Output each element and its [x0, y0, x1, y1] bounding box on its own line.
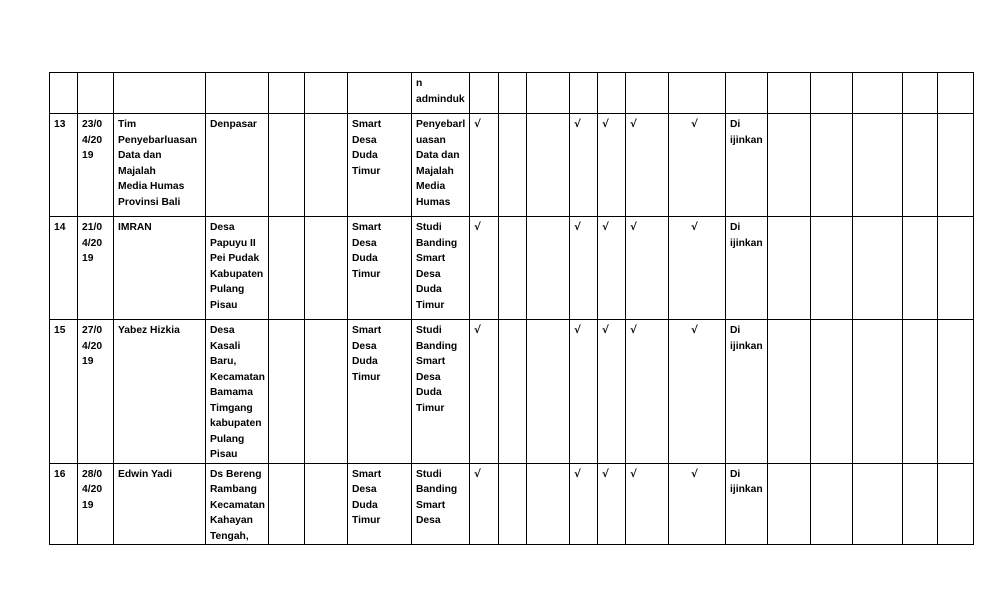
check-mark: √	[669, 114, 726, 217]
table-row	[50, 114, 974, 217]
check-mark: √	[470, 217, 499, 320]
visit-date: 21/0 4/20 19	[78, 217, 114, 320]
table-cell	[768, 463, 811, 545]
row-number: 15	[50, 320, 78, 464]
check-mark: √	[570, 114, 598, 217]
table-cell	[938, 463, 974, 545]
table-row	[50, 463, 974, 545]
visitor-name: Edwin Yadi	[114, 463, 206, 545]
table-cell	[811, 73, 853, 114]
check-mark: √	[598, 114, 626, 217]
permission-status: Di ijinkan	[726, 217, 768, 320]
table-cell	[499, 320, 527, 464]
table-cell	[598, 73, 626, 114]
table-cell	[499, 463, 527, 545]
table-cell	[527, 320, 570, 464]
table-cell	[938, 73, 974, 114]
table-cell	[269, 217, 305, 320]
purpose-cell: Penyebarl uasan Data dan Majalah Media Humas	[412, 114, 470, 217]
row-number: 13	[50, 114, 78, 217]
check-mark: √	[598, 217, 626, 320]
check-mark: √	[669, 463, 726, 545]
table-cell	[527, 73, 570, 114]
visitor-name: IMRAN	[114, 217, 206, 320]
visitor-name: Tim Penyebarluasan Data dan Majalah Media Humas Provinsi Bali	[114, 114, 206, 217]
permission-status: Di ijinkan	[726, 114, 768, 217]
table-cell	[903, 114, 938, 217]
table-cell	[903, 320, 938, 464]
table-cell	[269, 114, 305, 217]
table-cell	[853, 73, 903, 114]
table-cell	[499, 114, 527, 217]
table-cell	[768, 73, 811, 114]
program-cell: Smart Desa Duda Timur	[348, 217, 412, 320]
table-cell	[114, 73, 206, 114]
check-mark: √	[598, 320, 626, 464]
table-cell	[903, 73, 938, 114]
table-cell	[938, 114, 974, 217]
table-cell	[470, 73, 499, 114]
table-cell	[811, 217, 853, 320]
table-cell	[811, 463, 853, 545]
visitor-origin: Desa Kasali Baru, Kecamatan Bamama Timgang kabupaten Pulang Pisau	[206, 320, 269, 464]
table-cell	[853, 217, 903, 320]
table-row	[50, 217, 974, 320]
row-number: 14	[50, 217, 78, 320]
table-cell	[527, 463, 570, 545]
check-mark: √	[570, 463, 598, 545]
table-cell	[768, 217, 811, 320]
table-cell	[626, 73, 669, 114]
table-cell	[853, 114, 903, 217]
purpose-cell: n adminduk	[412, 73, 470, 114]
visit-date: 23/0 4/20 19	[78, 114, 114, 217]
table-cell	[903, 463, 938, 545]
table-cell	[78, 73, 114, 114]
table-cell	[853, 463, 903, 545]
table-cell	[903, 217, 938, 320]
table-cell	[768, 320, 811, 464]
table-cell	[499, 217, 527, 320]
check-mark: √	[669, 217, 726, 320]
check-mark: √	[626, 114, 669, 217]
table-cell	[50, 73, 78, 114]
table-cell	[853, 320, 903, 464]
visitor-log-table	[49, 72, 974, 545]
table-cell	[305, 73, 348, 114]
visit-date: 28/0 4/20 19	[78, 463, 114, 545]
row-number: 16	[50, 463, 78, 545]
table-cell	[305, 463, 348, 545]
visitor-name: Yabez Hizkia	[114, 320, 206, 464]
permission-status: Di ijinkan	[726, 463, 768, 545]
check-mark: √	[669, 320, 726, 464]
check-mark: √	[626, 320, 669, 464]
table-cell	[269, 73, 305, 114]
table-cell	[499, 73, 527, 114]
table-cell	[669, 73, 726, 114]
check-mark: √	[470, 114, 499, 217]
program-cell: Smart Desa Duda Timur	[348, 114, 412, 217]
permission-status: Di ijinkan	[726, 320, 768, 464]
program-cell: Smart Desa Duda Timur	[348, 320, 412, 464]
program-cell: Smart Desa Duda Timur	[348, 463, 412, 545]
table-cell	[938, 217, 974, 320]
visitor-origin: Desa Papuyu II Pei Pudak Kabupaten Pulang Pisau	[206, 217, 269, 320]
table-cell	[726, 73, 768, 114]
purpose-cell: Studi Banding Smart Desa Duda Timur	[412, 217, 470, 320]
table-cell	[348, 73, 412, 114]
table-row	[50, 73, 974, 114]
purpose-cell: Studi Banding Smart Desa	[412, 463, 470, 545]
table-cell	[206, 73, 269, 114]
check-mark: √	[626, 217, 669, 320]
table-cell	[527, 114, 570, 217]
check-mark: √	[598, 463, 626, 545]
visitor-origin: Denpasar	[206, 114, 269, 217]
table-cell	[811, 114, 853, 217]
check-mark: √	[570, 320, 598, 464]
table-cell	[305, 217, 348, 320]
table-cell	[527, 217, 570, 320]
check-mark: √	[626, 463, 669, 545]
table-cell	[570, 73, 598, 114]
check-mark: √	[470, 320, 499, 464]
table-cell	[305, 114, 348, 217]
check-mark: √	[570, 217, 598, 320]
table-cell	[269, 320, 305, 464]
table-cell	[305, 320, 348, 464]
visit-date: 27/0 4/20 19	[78, 320, 114, 464]
table-cell	[811, 320, 853, 464]
table-cell	[269, 463, 305, 545]
visitor-origin: Ds Bereng Rambang Kecamatan Kahayan Tengah,	[206, 463, 269, 545]
purpose-cell: Studi Banding Smart Desa Duda Timur	[412, 320, 470, 464]
table-row	[50, 320, 974, 464]
check-mark: √	[470, 463, 499, 545]
table-cell	[768, 114, 811, 217]
table-cell	[938, 320, 974, 464]
